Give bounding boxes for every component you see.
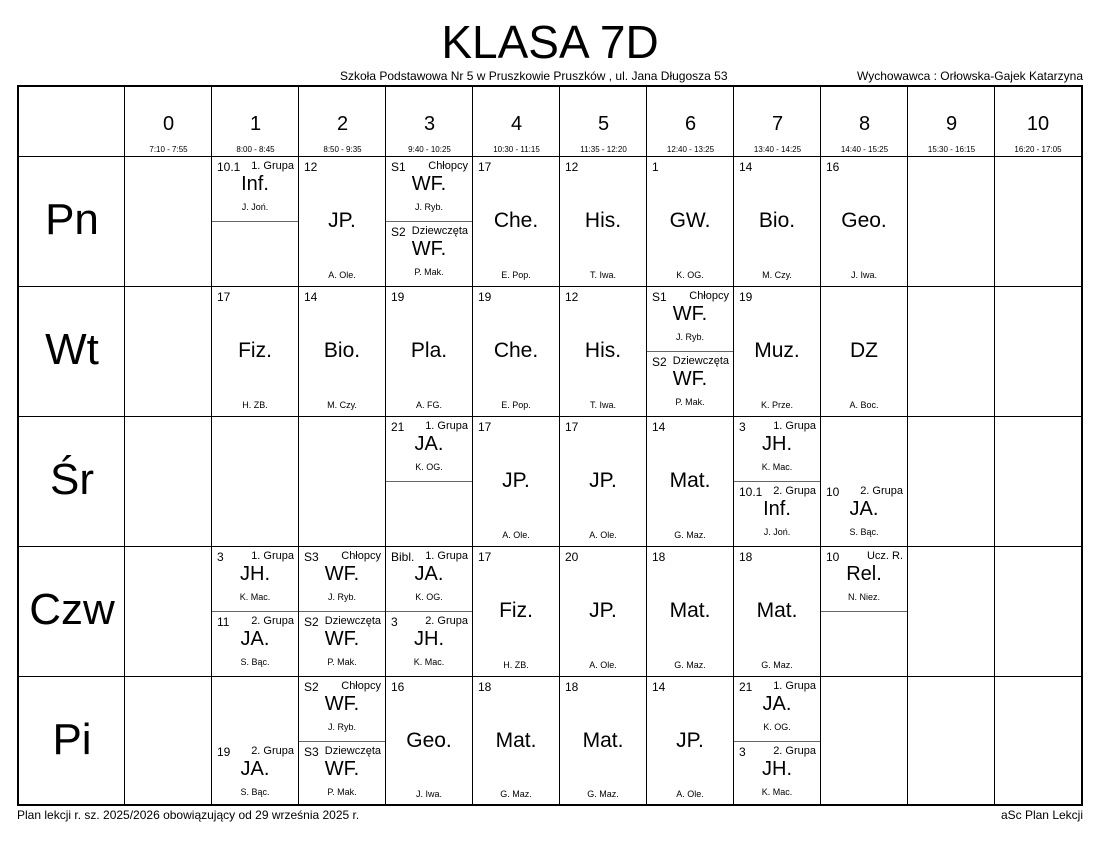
lesson-room: 3: [739, 420, 746, 434]
day-label: Pi: [52, 715, 92, 764]
lesson-subject: Muz.: [754, 339, 800, 362]
day-label: Pn: [45, 195, 99, 244]
lesson-room: S2: [391, 225, 406, 239]
lesson-group: 1. Grupa: [773, 680, 816, 692]
lesson-teacher: A. Ole.: [328, 270, 356, 280]
lesson-room: 3: [739, 745, 746, 759]
lesson-cell: [212, 612, 298, 676]
lesson-teacher: P. Mak.: [327, 657, 357, 667]
grid-column-line: [907, 87, 908, 804]
lesson-subject: JP.: [589, 599, 617, 622]
lesson-subject: Geo.: [406, 729, 452, 752]
lesson-cell: [386, 677, 472, 805]
period-number: 9: [945, 113, 958, 135]
lesson-cell: [734, 417, 820, 482]
lesson-teacher: K. OG.: [676, 270, 704, 280]
period-time: 13:40 - 14:25: [753, 145, 802, 154]
lesson-room: 1: [652, 160, 659, 174]
lesson-room: 11: [217, 615, 230, 629]
lesson-teacher: M. Czy.: [762, 270, 792, 280]
lesson-teacher: P. Mak.: [414, 267, 444, 277]
lesson-cell: [821, 482, 907, 546]
lesson-subject: JP.: [328, 209, 356, 232]
period-number: 8: [858, 113, 871, 135]
lesson-subject: JA.: [849, 498, 879, 520]
lesson-subject: Fiz.: [499, 599, 533, 622]
lesson-subject: DZ: [850, 339, 878, 362]
day-label: Śr: [50, 455, 94, 504]
lesson-cell: [299, 547, 385, 612]
lesson-subject: Mat.: [582, 729, 624, 752]
lesson-teacher: J. Ryb.: [414, 202, 443, 212]
lesson-subject: WF.: [324, 628, 360, 650]
lesson-group: 1. Grupa: [251, 550, 294, 562]
lesson-group: Ucz. R.: [866, 550, 903, 562]
lesson-room: 17: [565, 420, 579, 434]
lesson-subject: His.: [584, 339, 622, 362]
lesson-teacher: E. Pop.: [501, 270, 531, 280]
lesson-group: Chłopcy: [341, 680, 381, 692]
lesson-cell: [299, 612, 385, 676]
page-title: KLASA 7D: [441, 16, 659, 68]
lesson-cell: [386, 222, 472, 286]
lesson-teacher: K. OG.: [415, 462, 443, 472]
lesson-teacher: K. Prze.: [760, 400, 793, 410]
lesson-room: 17: [478, 420, 492, 434]
lesson-teacher: A. FG.: [415, 400, 442, 410]
lesson-subject: Rel.: [846, 563, 882, 585]
lesson-subject: JA.: [414, 563, 444, 585]
lesson-room: 3: [391, 615, 398, 629]
lesson-room: 14: [652, 680, 666, 694]
lesson-group: Chłopcy: [689, 290, 729, 302]
lesson-cell: [386, 287, 472, 416]
lesson-subject: Che.: [493, 339, 539, 362]
lesson-cell: [560, 157, 646, 286]
lesson-cell: [647, 417, 733, 546]
lesson-cell: [647, 547, 733, 676]
lesson-room: Bibl.: [391, 550, 415, 564]
lesson-subject: JH.: [762, 433, 792, 455]
lesson-room: 19: [391, 290, 405, 304]
period-time: 8:00 - 8:45: [236, 145, 275, 154]
lesson-room: 18: [652, 550, 666, 564]
lesson-teacher: K. Mac.: [413, 657, 445, 667]
lesson-room: 10: [826, 485, 840, 499]
lesson-teacher: J. Ryb.: [327, 722, 356, 732]
lesson-subject: Pla.: [410, 339, 448, 362]
period-header: [560, 87, 647, 157]
period-time: 14:40 - 15:25: [840, 145, 889, 154]
lesson-teacher: J. Joń.: [241, 202, 269, 212]
lesson-room: 14: [652, 420, 666, 434]
lesson-teacher: K. Mac.: [761, 462, 793, 472]
lesson-room: 18: [565, 680, 579, 694]
lesson-subject: Mat.: [495, 729, 537, 752]
lesson-room: 17: [478, 550, 492, 564]
lesson-group: Dziewczęta: [411, 225, 468, 237]
lesson-room: S2: [652, 355, 667, 369]
lesson-group: 2. Grupa: [425, 615, 468, 627]
lesson-cell: [473, 287, 559, 416]
lesson-cell: [734, 677, 820, 742]
lesson-teacher: N. Niez.: [847, 592, 880, 602]
lesson-room: S1: [652, 290, 667, 304]
lesson-teacher: G. Maz.: [674, 530, 706, 540]
lesson-group: 2. Grupa: [251, 615, 294, 627]
lesson-teacher: J. Joń.: [763, 527, 791, 537]
lesson-room: 3: [217, 550, 224, 564]
lesson-room: S3: [304, 745, 319, 759]
lesson-group: Chłopcy: [428, 160, 468, 172]
homeroom-teacher: Wychowawca : Orłowska-Gajek Katarzyna: [857, 69, 1083, 83]
lesson-subject: Inf.: [763, 498, 791, 520]
period-time: 7:10 - 7:55: [149, 145, 188, 154]
footer-validity-note: Plan lekcji r. sz. 2025/2026 obowiązujący od 29 września 2025 r.: [17, 808, 360, 822]
lesson-room: 21: [739, 680, 753, 694]
period-header: [212, 87, 299, 157]
lesson-group: 1. Grupa: [773, 420, 816, 432]
period-number: 3: [423, 113, 436, 135]
lesson-cell: [473, 677, 559, 805]
lesson-cell: [299, 157, 385, 286]
lesson-cell: [473, 417, 559, 546]
lesson-cell: [734, 157, 820, 286]
lesson-room: 19: [217, 745, 231, 759]
lesson-group: Dziewczęta: [324, 745, 381, 757]
period-header: [821, 87, 908, 157]
period-number: 1: [249, 113, 262, 135]
day-label: Czw: [29, 585, 115, 634]
lesson-room: 21: [391, 420, 405, 434]
lesson-group: Chłopcy: [341, 550, 381, 562]
lesson-room: 16: [826, 160, 840, 174]
period-number: 2: [336, 113, 349, 135]
period-time: 12:40 - 13:25: [666, 145, 715, 154]
lesson-teacher: J. Ryb.: [675, 332, 704, 342]
lesson-cell: [734, 287, 820, 416]
lesson-room: 12: [565, 290, 579, 304]
lesson-cell: [560, 677, 646, 805]
period-header: [734, 87, 821, 157]
lesson-cell: [386, 417, 472, 482]
lesson-cell: [647, 677, 733, 805]
period-time: 8:50 - 9:35: [323, 145, 362, 154]
lesson-cell: [734, 547, 820, 676]
lesson-room: 19: [739, 290, 753, 304]
lesson-cell: [299, 677, 385, 742]
lesson-room: 18: [478, 680, 492, 694]
lesson-teacher: P. Mak.: [675, 397, 705, 407]
lesson-subject: WF.: [672, 368, 708, 390]
lesson-group: 1. Grupa: [425, 550, 468, 562]
lesson-subject: Mat.: [669, 469, 711, 492]
lesson-teacher: J. Ryb.: [327, 592, 356, 602]
period-time: 9:40 - 10:25: [408, 145, 451, 154]
lesson-group: 1. Grupa: [251, 160, 294, 172]
lesson-cell: [560, 547, 646, 676]
lesson-group: 1. Grupa: [425, 420, 468, 432]
lesson-cell: [386, 547, 472, 612]
lesson-teacher: H. ZB.: [503, 660, 529, 670]
lesson-subject: JH.: [240, 563, 270, 585]
lesson-cell: [821, 157, 907, 286]
lesson-cell: [386, 612, 472, 676]
lesson-subject: Che.: [493, 209, 539, 232]
lesson-cell: [821, 287, 907, 416]
period-number: 6: [684, 113, 697, 135]
lesson-group: 2. Grupa: [773, 485, 816, 497]
lesson-subject: Inf.: [241, 173, 269, 195]
lesson-teacher: J. Iwa.: [415, 789, 442, 799]
period-header: [299, 87, 386, 157]
lesson-subject: WF.: [411, 238, 447, 260]
lesson-cell: [734, 482, 820, 546]
lesson-room: 14: [304, 290, 318, 304]
lesson-subject: Geo.: [841, 209, 887, 232]
lesson-group: 2. Grupa: [860, 485, 903, 497]
lesson-cell: [386, 157, 472, 222]
period-number: 5: [597, 113, 610, 135]
lesson-room: 12: [565, 160, 579, 174]
lesson-group: 2. Grupa: [773, 745, 816, 757]
lesson-teacher: T. Iwa.: [589, 400, 616, 410]
lesson-room: 17: [478, 160, 492, 174]
lesson-teacher: E. Pop.: [501, 400, 531, 410]
lesson-teacher: H. ZB.: [242, 400, 268, 410]
lesson-group: Dziewczęta: [324, 615, 381, 627]
lesson-subject: His.: [584, 209, 622, 232]
lesson-subject: Mat.: [669, 599, 711, 622]
lesson-group: 2. Grupa: [251, 745, 294, 757]
lesson-cell: [212, 742, 298, 806]
period-number: 4: [510, 113, 523, 135]
lesson-subject: JP.: [676, 729, 704, 752]
period-number: 0: [162, 113, 175, 135]
lesson-subject: Bio.: [758, 209, 796, 232]
lesson-teacher: G. Maz.: [674, 660, 706, 670]
lesson-room: 10.1: [739, 485, 763, 499]
lesson-subject: WF.: [324, 563, 360, 585]
timetable-grid: [17, 85, 1083, 806]
lesson-cell: [473, 157, 559, 286]
lesson-cell: [212, 547, 298, 612]
lesson-room: S3: [304, 550, 319, 564]
lesson-subject: JP.: [502, 469, 530, 492]
lesson-cell: [212, 157, 298, 222]
school-name: Szkoła Podstawowa Nr 5 w Pruszkowie Pruszków , ul. Jana Długosza 53: [340, 69, 728, 83]
lesson-room: 16: [391, 680, 405, 694]
lesson-cell: [560, 287, 646, 416]
period-time: 10:30 - 11:15: [493, 145, 540, 154]
lesson-cell: [647, 157, 733, 286]
lesson-teacher: S. Bąc.: [240, 657, 270, 667]
lesson-teacher: M. Czy.: [327, 400, 357, 410]
lesson-teacher: A. Boc.: [849, 400, 879, 410]
lesson-teacher: K. OG.: [415, 592, 443, 602]
period-time: 15:30 - 16:15: [927, 145, 976, 154]
lesson-subject: Mat.: [756, 599, 798, 622]
lesson-subject: JH.: [762, 758, 792, 780]
period-time: 11:35 - 12:20: [580, 145, 627, 154]
footer-app-name: aSc Plan Lekcji: [1000, 808, 1083, 822]
lesson-teacher: P. Mak.: [327, 787, 357, 797]
period-header: [473, 87, 560, 157]
lesson-teacher: S. Bąc.: [240, 787, 270, 797]
period-time: 16:20 - 17:05: [1014, 145, 1062, 154]
lesson-cell: [647, 287, 733, 352]
lesson-teacher: K. Mac.: [239, 592, 271, 602]
lesson-room: 18: [739, 550, 753, 564]
lesson-cell: [647, 352, 733, 416]
lesson-room: 19: [478, 290, 492, 304]
lesson-teacher: A. Ole.: [589, 530, 617, 540]
lesson-cell: [299, 742, 385, 806]
lesson-subject: Fiz.: [238, 339, 272, 362]
lesson-room: S2: [304, 680, 319, 694]
grid-column-line: [994, 87, 995, 804]
lesson-cell: [473, 547, 559, 676]
lesson-cell: [560, 417, 646, 546]
period-header: [647, 87, 734, 157]
lesson-subject: WF.: [672, 303, 708, 325]
lesson-room: 12: [304, 160, 318, 174]
lesson-cell: [299, 287, 385, 416]
lesson-room: 10: [826, 550, 840, 564]
lesson-cell: [821, 547, 907, 612]
lesson-subject: GW.: [669, 209, 711, 232]
lesson-teacher: A. Ole.: [676, 789, 704, 799]
lesson-subject: JA.: [762, 693, 792, 715]
lesson-group: Dziewczęta: [672, 355, 729, 367]
lesson-room: 10.1: [217, 160, 241, 174]
lesson-subject: JP.: [589, 469, 617, 492]
period-header: [908, 87, 995, 157]
lesson-teacher: J. Iwa.: [850, 270, 877, 280]
lesson-teacher: K. Mac.: [761, 787, 793, 797]
lesson-subject: WF.: [324, 758, 360, 780]
period-header: [995, 87, 1081, 157]
lesson-teacher: S. Bąc.: [849, 527, 879, 537]
lesson-teacher: A. Ole.: [502, 530, 530, 540]
lesson-room: 20: [565, 550, 579, 564]
lesson-subject: WF.: [411, 173, 447, 195]
lesson-room: 17: [217, 290, 231, 304]
lesson-room: S1: [391, 160, 406, 174]
lesson-cell: [212, 287, 298, 416]
lesson-teacher: G. Maz.: [761, 660, 793, 670]
lesson-teacher: G. Maz.: [500, 789, 532, 799]
lesson-subject: JH.: [414, 628, 444, 650]
lesson-subject: JA.: [240, 758, 270, 780]
period-number: 10: [1026, 113, 1050, 135]
lesson-teacher: A. Ole.: [589, 660, 617, 670]
period-header: [386, 87, 473, 157]
lesson-subject: Bio.: [323, 339, 361, 362]
lesson-teacher: G. Maz.: [587, 789, 619, 799]
lesson-subject: JA.: [240, 628, 270, 650]
lesson-subject: JA.: [414, 433, 444, 455]
day-label: Wt: [45, 325, 99, 374]
period-header: [125, 87, 212, 157]
lesson-cell: [734, 742, 820, 806]
lesson-room: S2: [304, 615, 319, 629]
lesson-subject: WF.: [324, 693, 360, 715]
lesson-room: 14: [739, 160, 753, 174]
period-number: 7: [771, 113, 784, 135]
lesson-teacher: T. Iwa.: [589, 270, 616, 280]
lesson-teacher: K. OG.: [763, 722, 791, 732]
